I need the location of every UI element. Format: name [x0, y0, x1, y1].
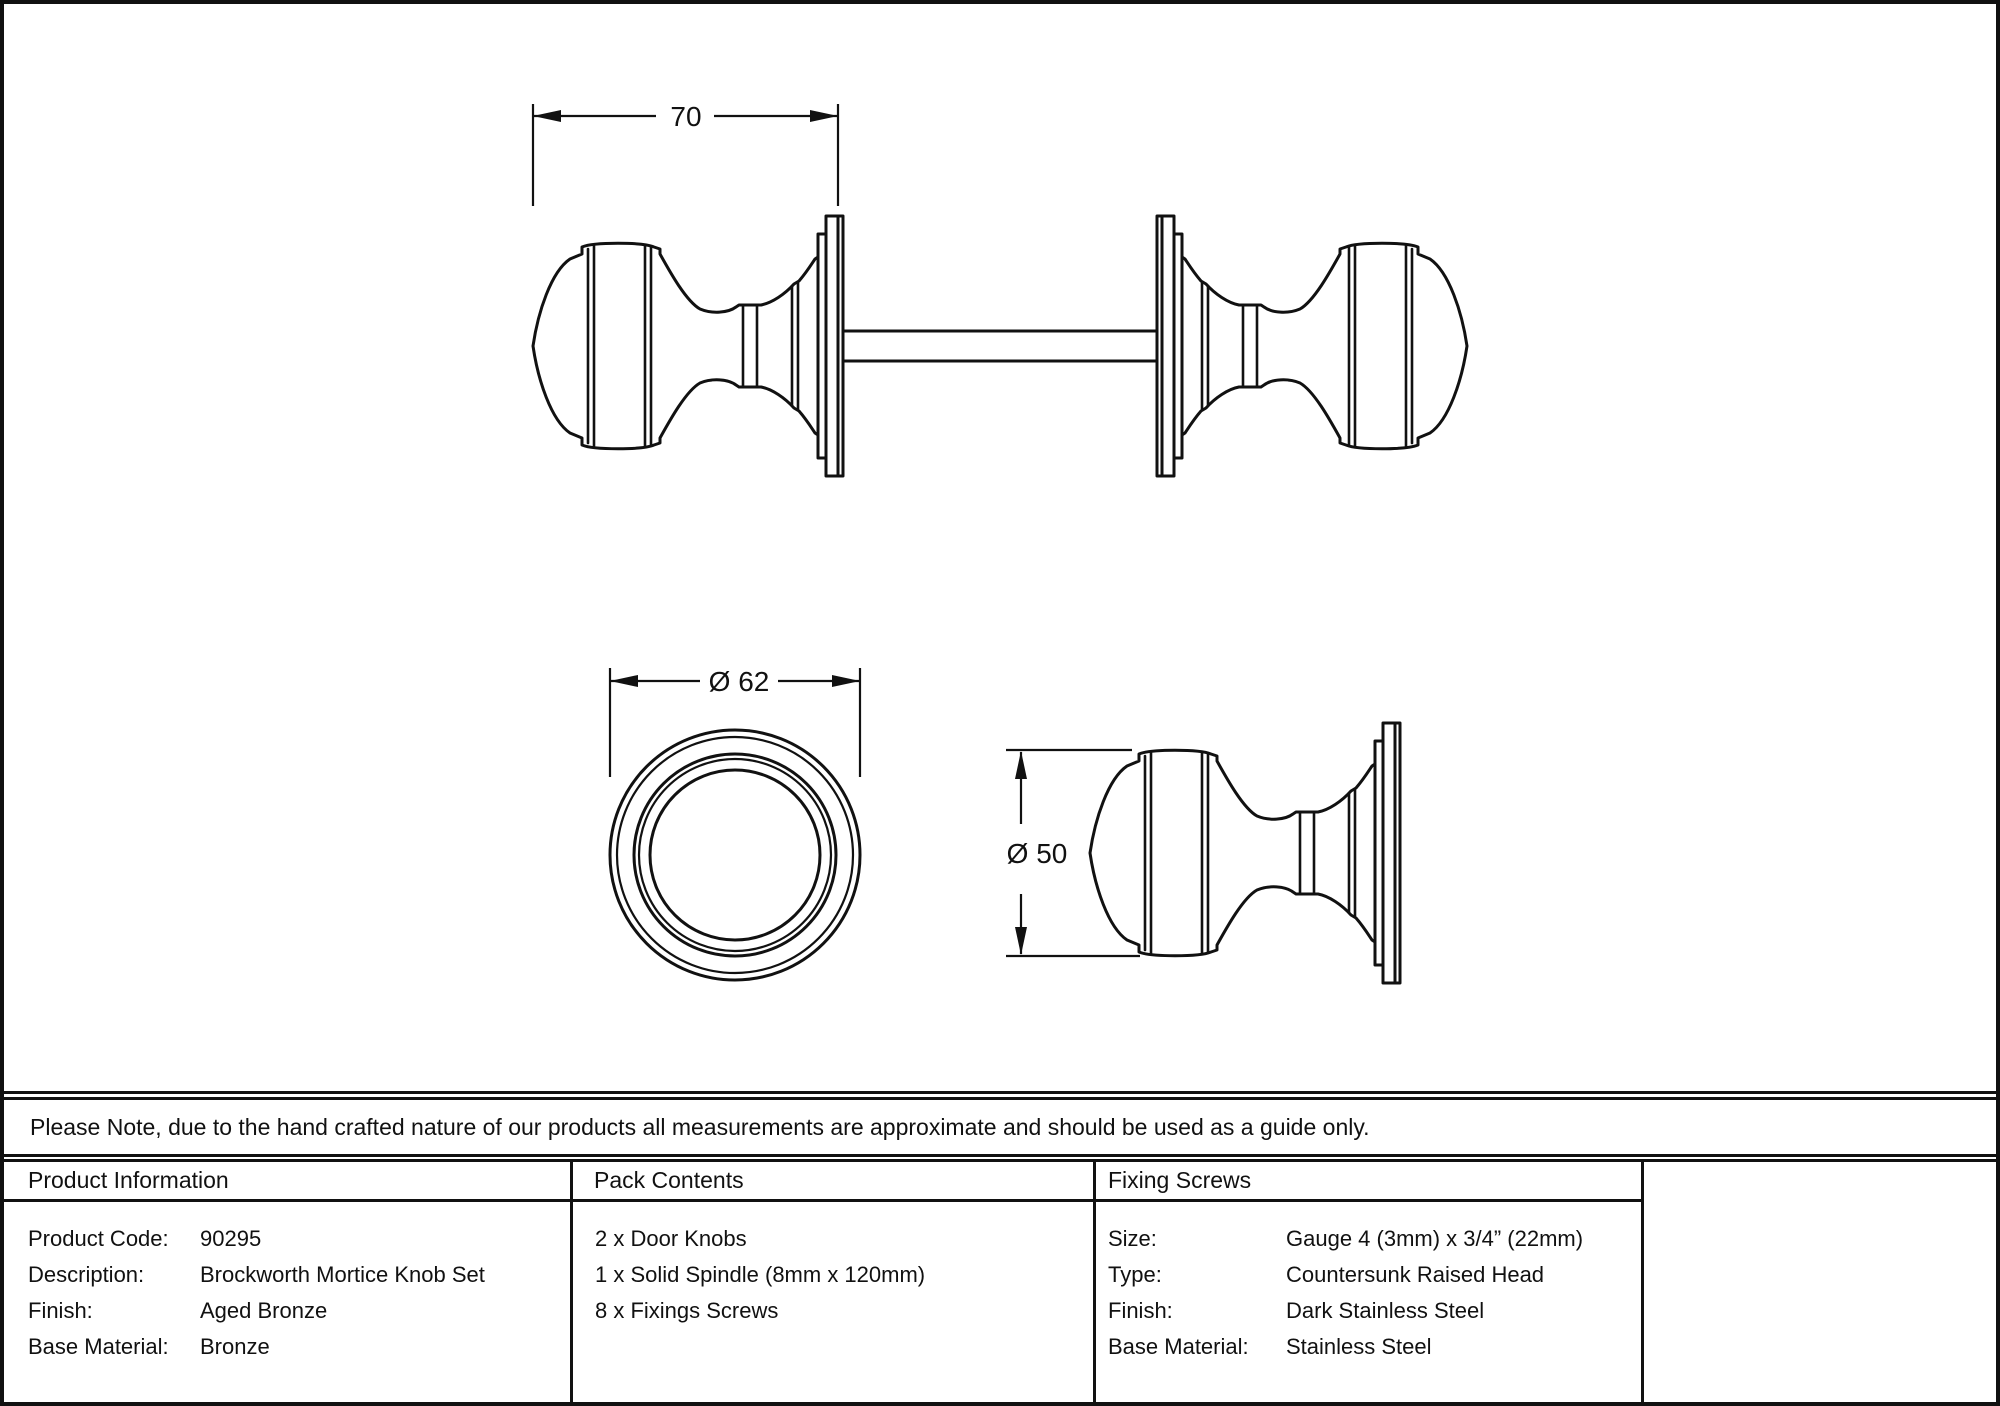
screw-type-label: Type:: [1108, 1262, 1162, 1287]
pack-contents-body: [573, 1202, 1093, 1329]
product-information-body: [4, 1202, 570, 1365]
screw-size-value: Gauge 4 (3mm) x 3/4” (22mm): [1286, 1226, 1584, 1251]
technical-drawing-area: [4, 4, 1996, 1094]
pack-contents-header-label: Pack Contents: [594, 1167, 744, 1193]
technical-drawing-svg: [4, 4, 1996, 1091]
base-material-row: [4, 1329, 570, 1365]
pack-contents-section: [573, 1162, 1096, 1402]
screw-finish-label: Finish:: [1108, 1298, 1173, 1323]
knob-side-view: [1090, 723, 1400, 983]
product-information-header-label: Product Information: [28, 1167, 229, 1193]
base-material-value: Bronze: [200, 1334, 270, 1359]
product-code-row: [4, 1221, 570, 1257]
fixing-screws-header: [1096, 1162, 1641, 1202]
screw-finish-value: Dark Stainless Steel: [1286, 1298, 1485, 1323]
screw-base-material-value: Stainless Steel: [1286, 1334, 1432, 1359]
dim-70-label: 70: [670, 101, 702, 132]
left-door-knob: [533, 216, 843, 476]
finish-label: Finish:: [28, 1298, 93, 1323]
finish-value: Aged Bronze: [200, 1298, 328, 1323]
screw-base-material-label: Base Material:: [1108, 1334, 1249, 1359]
knob-set-assembly-drawing: [533, 216, 1467, 476]
product-code-value: 90295: [200, 1226, 262, 1251]
fixing-screws-header-label: Fixing Screws: [1108, 1167, 1252, 1193]
pack-item-screws: 8 x Fixings Screws: [595, 1298, 779, 1323]
dimension-rose-diameter: [610, 666, 860, 777]
measurement-note-row: [4, 1097, 1996, 1157]
spindle: [843, 331, 1157, 361]
empty-cell: [1644, 1162, 1996, 1402]
description-value: Brockworth Mortice Knob Set: [200, 1262, 485, 1287]
finish-row: [4, 1293, 570, 1329]
pack-item-spindle: 1 x Solid Spindle (8mm x 120mm): [595, 1262, 926, 1287]
screw-type-value: Countersunk Raised Head: [1286, 1262, 1545, 1287]
dimension-knob-diameter: [1006, 750, 1140, 956]
fixing-screws-section: [1096, 1162, 1644, 1402]
dim-62-label: Ø 62: [708, 666, 770, 697]
base-material-label: Base Material:: [28, 1334, 169, 1359]
screw-size-row: [1096, 1221, 1641, 1257]
product-code-label: Product Code:: [28, 1226, 169, 1251]
description-row: [4, 1257, 570, 1293]
rose-front-view: [610, 730, 860, 980]
product-information-section: [4, 1162, 573, 1402]
pack-item-knobs: 2 x Door Knobs: [595, 1226, 747, 1251]
pack-contents-header: [573, 1162, 1093, 1202]
dim-50-label: Ø 50: [1006, 838, 1068, 869]
fixing-screws-body: [1096, 1202, 1641, 1365]
dimension-knob-projection: [533, 101, 838, 206]
measurement-note-text: Please Note, due to the hand crafted nature of our products all measurements are approximate and should be used as a guide only.: [30, 1113, 1370, 1140]
screw-base-material-row: [1096, 1329, 1641, 1365]
screw-size-label: Size:: [1108, 1226, 1157, 1251]
product-information-header: [4, 1162, 570, 1202]
description-label: Description:: [28, 1262, 145, 1287]
right-door-knob: [1157, 216, 1467, 476]
screw-finish-row: [1096, 1293, 1641, 1329]
spec-table: [4, 1159, 1996, 1402]
screw-type-row: [1096, 1257, 1641, 1293]
